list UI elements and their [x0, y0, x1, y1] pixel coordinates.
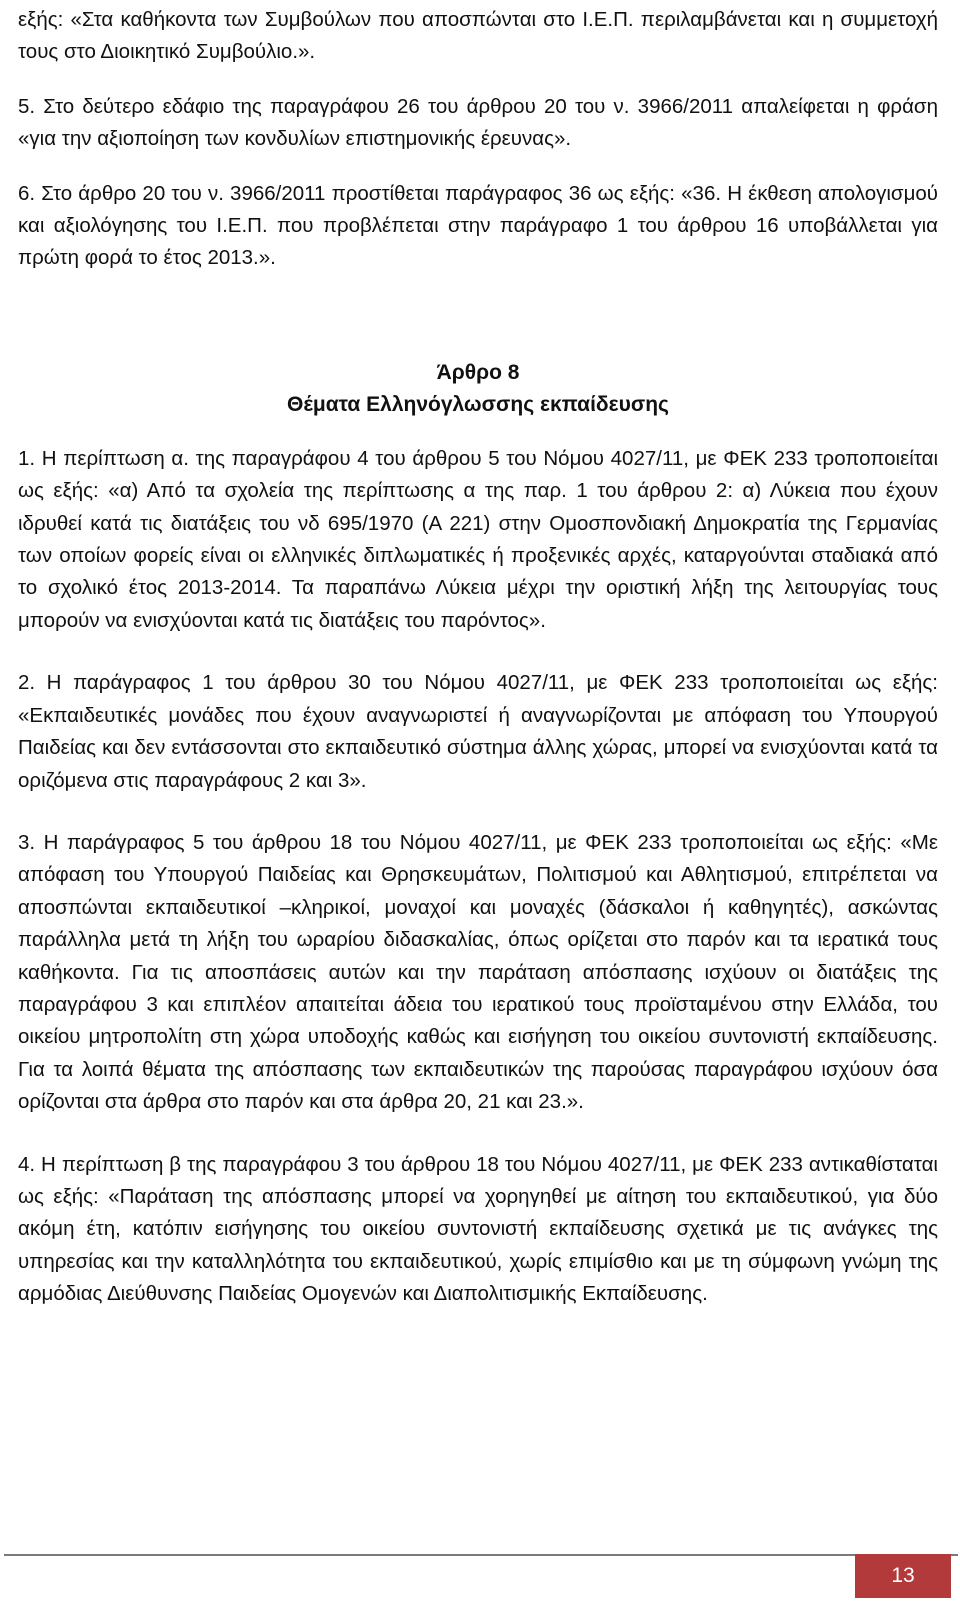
article-title: Θέματα Ελληνόγλωσσης εκπαίδευσης — [287, 392, 669, 416]
paragraph-item-6: 6. Στο άρθρο 20 του ν. 3966/2011 προστίθεται παράγραφος 36 ως εξής: «36. Η έκθεση απολογισμού και αξιολόγησης του Ι.Ε.Π. που προβλέπεται στην παράγραφο 1 του άρθρου 16 υποβάλλεται για πρώτη φορά το έτος 2013.». — [18, 181, 938, 270]
article-paragraph-3: 3. Η παράγραφος 5 του άρθρου 18 του Νόμου 4027/11, με ΦΕΚ 233 τροποποιείται ως εξής: «Με απόφαση του Υπουργού Παιδείας και Θρησκευμάτων, Πολιτισμού και Αθλητισμού, επιτρέπεται να αποσπώνται εκπαιδευτικοί –κληρικοί, μοναχοί και μοναχές (δάσκαλοι ή καθηγητές), ασκώντας παράλληλα μετά τη λήξη του ωραρίου διδασκαλίας, όπως ορίζεται στο παρόν και τα ιερατικά τους καθήκοντα. Για τις αποσπάσεις αυτών και την παράταση απόσπασης ισχύουν οι διατάξεις της παραγράφου 3 και επιπλέον απαιτείται άδεια του ιερατικού τους προϊσταμένου στην Ελλάδα, του οικείου μητροπολίτη στη χώρα υποδοχής καθώς και εισήγηση του οικείου συντονιστή εκπαίδευσης. Για τα λοιπά θέματα της απόσπασης των εκπαιδευτικών της παρούσας παραγράφου ισχύουν όσα ορίζονται στα άρθρα στο παρόν και στα άρθρα 20, 21 και 23.». — [18, 830, 938, 1114]
footer-rule — [4, 1554, 958, 1556]
page-number-badge: 13 — [855, 1554, 951, 1598]
document-page — [18, 4, 938, 1311]
paragraph-continuation: εξής: «Στα καθήκοντα των Συμβούλων που αποσπώνται στο Ι.Ε.Π. περιλαμβάνεται και η συμμετοχή τους στο Διοικητικό Συμβούλιο.». — [18, 8, 938, 64]
article-number: Άρθρο 8 — [436, 360, 520, 384]
article-paragraph-4: 4. Η περίπτωση β της παραγράφου 3 του άρθρου 18 του Νόμου 4027/11, με ΦΕΚ 233 αντικαθίσταται ως εξής: «Παράταση της απόσπασης μπορεί να χορηγηθεί με αίτηση του εκπαιδευτικού, για δύο ακόμη έτη, κατόπιν εισήγησης του οικείου συντονιστή εκπαίδευσης σχετικά με τις ανάγκες της υπηρεσίας και την καταλληλότητα του εκπαιδευτικού, χωρίς επιμίσθιο και με τη σύμφωνη γνώμη της αρμόδιας Διεύθυνσης Παιδείας Ομογενών και Διαπολιτισμικής Εκπαίδευσης. — [18, 1152, 938, 1306]
article-paragraph-2: 2. Η παράγραφος 1 του άρθρου 30 του Νόμου 4027/11, με ΦΕΚ 233 τροποποιείται ως εξής: «Εκπαιδευτικές μονάδες που έχουν αναγνωριστεί ή αναγνωρίζονται με απόφαση του Υπουργού Παιδείας και δεν εντάσσονται στο εκπαιδευτικό σύστημα άλλης χώρας, μπορεί να ενισχύονται κατά τα οριζόμενα στις παραγράφους 2 και 3». — [18, 671, 938, 792]
paragraph-item-5: 5. Στο δεύτερο εδάφιο της παραγράφου 26 του άρθρου 20 του ν. 3966/2011 απαλείφεται η φράση «για την αξιοποίηση των κονδυλίων επιστημονικής έρευνας». — [18, 94, 938, 151]
article-paragraph-1: 1. Η περίπτωση α. της παραγράφου 4 του άρθρου 5 του Νόμου 4027/11, με ΦΕΚ 233 τροποποιείται ως εξής: «α) Από τα σχολεία της περίπτωσης α της παρ. 1 του άρθρου 2: α) Λύκεια που έχουν ιδρυθεί κατά τις διατάξεις του νδ 695/1970 (Α 221) στην Ομοσπονδιακή Δημοκρατία της Γερμανίας των οποίων φορείς είναι οι ελληνικές διπλωματικές ή προξενικές αρχές, καταργούνται σταδιακά από το σχολικό έτος 2013-2014. Τα παραπάνω Λύκεια μέχρι την οριστική λήξη της λειτουργίας τους μπορούν να ενισχύονται κατά τις διατάξεις του παρόντος». — [18, 446, 938, 632]
